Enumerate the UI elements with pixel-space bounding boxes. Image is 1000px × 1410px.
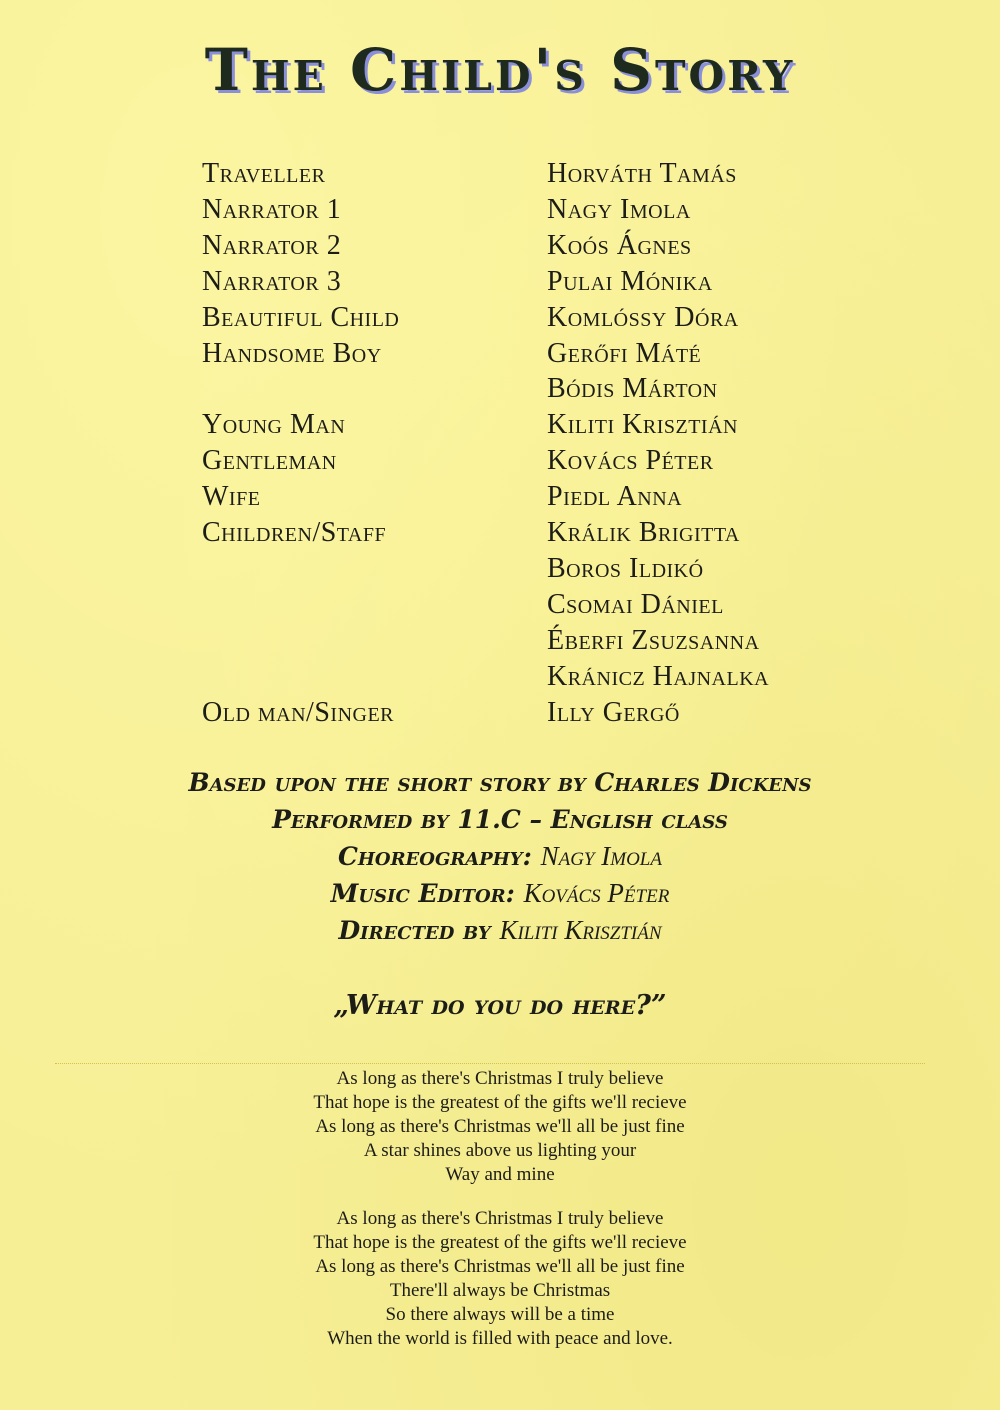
divider <box>55 1063 925 1064</box>
cast-actor: Nagy Imola <box>547 194 691 225</box>
cast-role: Wife <box>202 481 261 512</box>
cast-role: Narrator 1 <box>202 194 342 225</box>
cast-role: Young Man <box>202 409 346 440</box>
cast-role: Narrator 2 <box>202 230 342 261</box>
cast-actor: Gerőfi Máté <box>547 338 702 369</box>
cast-actor: Csomai Dániel <box>547 589 724 620</box>
lyric-line: As long as there's Christmas I truly believe <box>336 1208 664 1229</box>
lyric-line: As long as there's Christmas we'll all be just fine <box>315 1116 685 1137</box>
based-upon-line: Based upon the short story by Charles Dickens <box>188 768 812 797</box>
lyric-line: A star shines above us lighting your <box>363 1140 637 1161</box>
cast-actor: Horváth Tamás <box>547 158 737 189</box>
lyrics-stanza <box>0 1207 1000 1351</box>
lyric-line: Way and mine <box>445 1164 555 1185</box>
cast-actor: Bódis Márton <box>547 373 718 404</box>
cast-role: Old man/Singer <box>202 697 395 728</box>
directed-by-label: Directed by <box>338 916 491 945</box>
cast-role: Traveller <box>202 158 326 189</box>
music-editor-name: Kovács Péter <box>523 878 670 908</box>
performed-by-line: Performed by 11.C – English class <box>272 805 728 834</box>
music-editor-label: Music Editor: <box>330 879 515 908</box>
cast-actor: Piedl Anna <box>547 481 683 512</box>
cast-role: Children/Staff <box>202 517 387 548</box>
music-editor-line <box>0 875 1000 912</box>
cast-actor: Kiliti Krisztián <box>547 409 738 440</box>
lyric-line: That hope is the greatest of the gifts we'll recieve <box>313 1232 687 1253</box>
directed-by-name: Kiliti Krisztián <box>499 915 662 945</box>
lyrics <box>0 1067 1000 1371</box>
cast-actor: Kovács Péter <box>547 445 714 476</box>
cast-actor: Kránicz Hajnalka <box>547 661 770 692</box>
cast-role: Handsome Boy <box>202 338 382 369</box>
cast-actor: Pulai Mónika <box>547 266 713 297</box>
choreography-label: Choreography: <box>338 842 532 871</box>
lyric-line: As long as there's Christmas we'll all be just fine <box>315 1256 685 1277</box>
choreography-name: Nagy Imola <box>540 841 662 871</box>
credits <box>0 764 1000 949</box>
cast-actor: Boros Ildikó <box>547 553 704 584</box>
song-title: „What do you do here?” <box>333 990 667 1021</box>
lyrics-stanza <box>0 1067 1000 1187</box>
cast-actor: Illy Gergő <box>547 697 680 728</box>
lyric-line: That hope is the greatest of the gifts we'll recieve <box>313 1092 687 1113</box>
lyric-line: As long as there's Christmas I truly believe <box>336 1068 664 1089</box>
page-title: The Child's Story <box>204 36 796 104</box>
directed-by-line <box>0 912 1000 949</box>
lyric-line: So there always will be a time <box>385 1304 615 1325</box>
lyric-line: There'll always be Christmas <box>389 1280 611 1301</box>
cast-actor: Éberfi Zsuzsanna <box>547 625 760 656</box>
cast-role: Narrator 3 <box>202 266 342 297</box>
choreography-line <box>0 838 1000 875</box>
cast-role: Gentleman <box>202 445 337 476</box>
cast-actor: Komlóssy Dóra <box>547 302 739 333</box>
lyric-line: When the world is filled with peace and love. <box>327 1328 673 1349</box>
cast-actor: Koós Ágnes <box>547 230 692 261</box>
cast-actor: Králik Brigitta <box>547 517 740 548</box>
cast-role: Beautiful Child <box>202 302 400 333</box>
